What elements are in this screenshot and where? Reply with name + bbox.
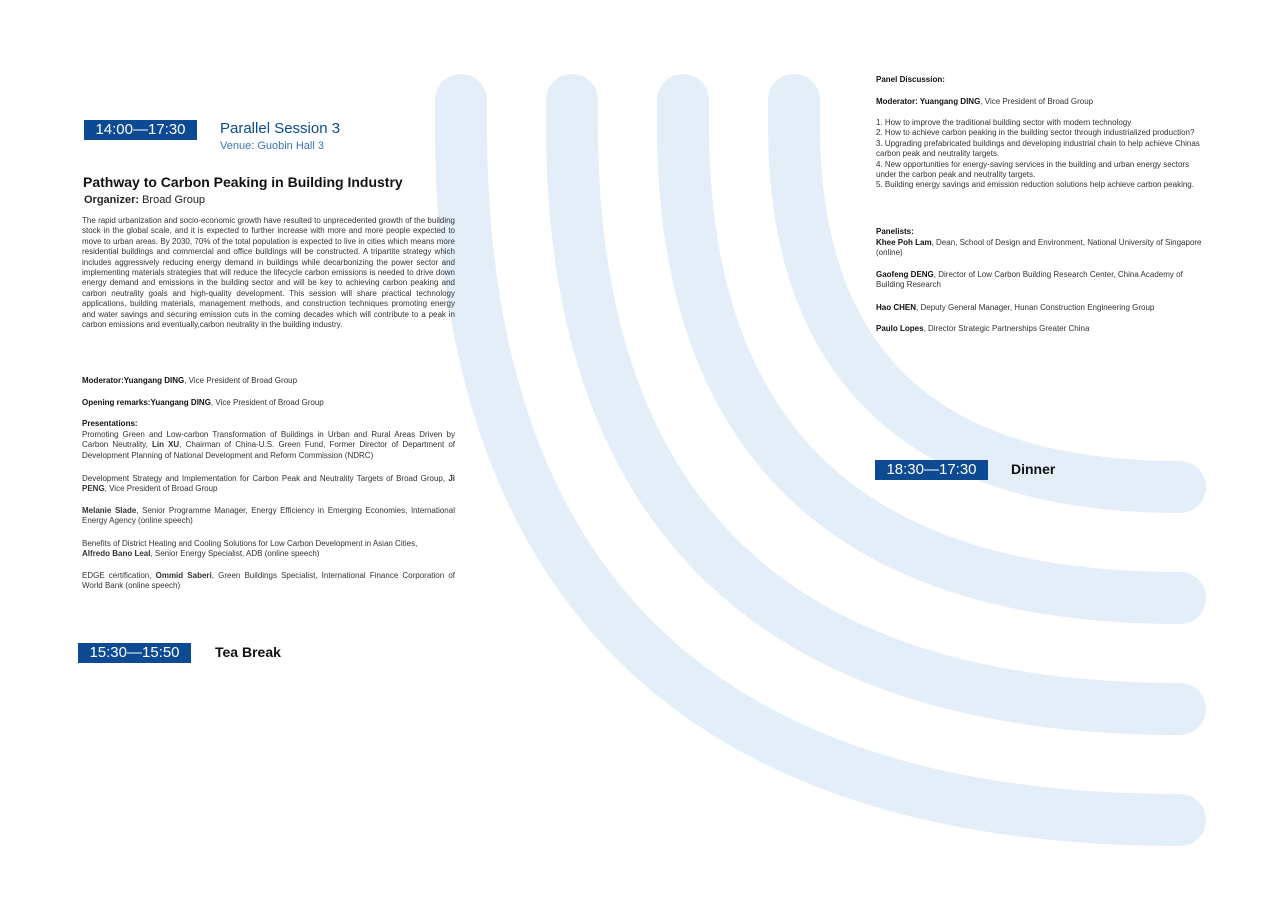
organizer-label: Organizer: [84, 194, 140, 206]
session-time-badge: 14:00—17:30 [84, 120, 197, 140]
session-abstract: The rapid urbanization and socio-economic growth have resulted to unprecedented growth of the building stock in the global scale, and it is expected to further increase with more and more people expected to move to urban areas. By 2030, 70% of the total population is expected to live in cities which means more residential buildings and commercial and office buildings will be constructed. A tripartite strategy which includes aggressively reducing energy demand in buildings while decarbonizing the power sector and implementing materials strategies that will reduce the lifecycle carbon emissions is needed to drive down energy demand and emissions in the building sector and will be key to achieving carbon peaking and carbon neutrality goals and high-quality development. This session will share practical technology applications, building materials, management methods, and construction techniques promoting energy and water savings and securing emission cuts in the coming decades which will contribute to a peak in carbon emissions and eventually,carbon neutrality in the building industry. [82, 216, 455, 330]
question-5: 5. Building energy savings and emission reduction solutions help achieve carbon peaking. [876, 180, 1194, 190]
panelists-label-text: Panelists: [876, 227, 914, 236]
p5-rest: , Green Buildings Specialist, International Finance Corporation of World Bank (online speech) [82, 571, 455, 591]
moderator-line [82, 376, 455, 386]
p2-rest: , Vice President of Broad Group [104, 484, 218, 494]
panelist-3 [876, 303, 1206, 313]
tea-break-time-badge: 15:30—15:50 [78, 643, 191, 663]
opening-label: Opening remarks:Yuangang DING [82, 398, 211, 407]
opening-rest: , Vice President of Broad Group [210, 398, 324, 407]
panelist-4-rest: , Director Strategic Partnerships Greater China [923, 324, 1090, 333]
p5-name: Ommid Saberi [155, 571, 212, 580]
question-4: 4. New opportunities for energy-saving services in the building and urban energy sectors under the carbon peak and neutrality targets. [876, 159, 1190, 180]
panelist-1-name: Khee Poh Lam [876, 238, 932, 247]
panel-discussion-label [876, 75, 945, 85]
p4-rest: , Senior Energy Specialist, ADB (online speech) [150, 549, 320, 559]
moderator-label: Moderator:Yuangang DING [82, 376, 185, 385]
organizer-line [84, 194, 205, 206]
dinner-time-badge: 18:30—17:30 [875, 460, 988, 480]
panel-moderator-rest: , Vice President of Broad Group [980, 97, 1094, 106]
panel-discussion-label-text: Panel Discussion: [876, 75, 945, 84]
moderator-rest: , Vice President of Broad Group [184, 376, 298, 385]
p5-text: EDGE certification, [82, 571, 156, 580]
organizer-value: Broad Group [139, 194, 206, 206]
tea-break-label: Tea Break [215, 644, 281, 660]
session-heading: Pathway to Carbon Peaking in Building Industry [83, 174, 403, 190]
panelist-1 [876, 238, 1206, 259]
presentation-2 [82, 474, 455, 495]
session-venue: Venue: Guobin Hall 3 [220, 140, 324, 152]
question-2: 2. How to achieve carbon peaking in the building sector through industrialized production? [876, 128, 1195, 138]
panelist-2-rest: , Director of Low Carbon Building Research Center, China Academy of Building Research [876, 270, 1183, 290]
p1-text: Promoting Green and Low-carbon Transformation of Buildings in Urban and Rural Areas Driven by Carbon Neutrality, [82, 430, 455, 450]
p4-name: Alfredo Bano Leal [82, 549, 151, 559]
p1-name: Lin XU [151, 440, 180, 450]
p2-text: Development Strategy and Implementation for Carbon Peak and Neutrality Targets of Broad Group, [82, 474, 449, 483]
panelist-1-rest: , Dean, School of Design and Environment, National University of Singapore (online) [876, 238, 1202, 258]
presentation-5 [82, 571, 455, 592]
presentation-3 [82, 506, 455, 527]
panelist-4-name: Paulo Lopes [876, 324, 924, 333]
presentations-label [82, 419, 138, 429]
session-title: Parallel Session 3 [220, 120, 341, 137]
panel-moderator-line [876, 97, 1206, 107]
panel-moderator-label: Moderator: Yuangang DING [876, 97, 981, 106]
panelist-3-name: Hao CHEN [876, 303, 917, 312]
panelist-4 [876, 324, 1206, 334]
p2-name: Ji PENG [82, 474, 455, 494]
panelist-2-name: Gaofeng DENG [876, 270, 934, 279]
p3-name: Melanie Slade [82, 506, 137, 515]
question-1: 1. How to improve the traditional building sector with modern technology [876, 118, 1132, 127]
presentation-1 [82, 430, 455, 461]
question-3: 3. Upgrading prefabricated buildings and developing industrial chain to help achieve Chinas carbon peak and neutrality targets. [876, 138, 1200, 159]
panelist-2 [876, 270, 1206, 291]
panel-questions [876, 118, 1206, 191]
presentation-4 [82, 539, 455, 560]
p1-rest: , Chairman of China-U.S. Green Fund, Former Director of Department of Development Planning of National Development and Reform Commission (NDRC) [82, 440, 455, 460]
opening-remarks-line [82, 398, 455, 408]
p3-rest: , Senior Programme Manager, Energy Efficiency in Emerging Economies, International Energy Agency (online speech) [82, 506, 455, 526]
panelist-3-rest: , Deputy General Manager, Hunan Construction Engineering Group [916, 303, 1155, 312]
presentations-label-text: Presentations: [82, 419, 138, 428]
p4-text: Benefits of District Heating and Cooling Solutions for Low Carbon Development in Asian Cities, [82, 539, 418, 548]
dinner-label: Dinner [1011, 461, 1056, 477]
panelists-label [876, 227, 914, 237]
